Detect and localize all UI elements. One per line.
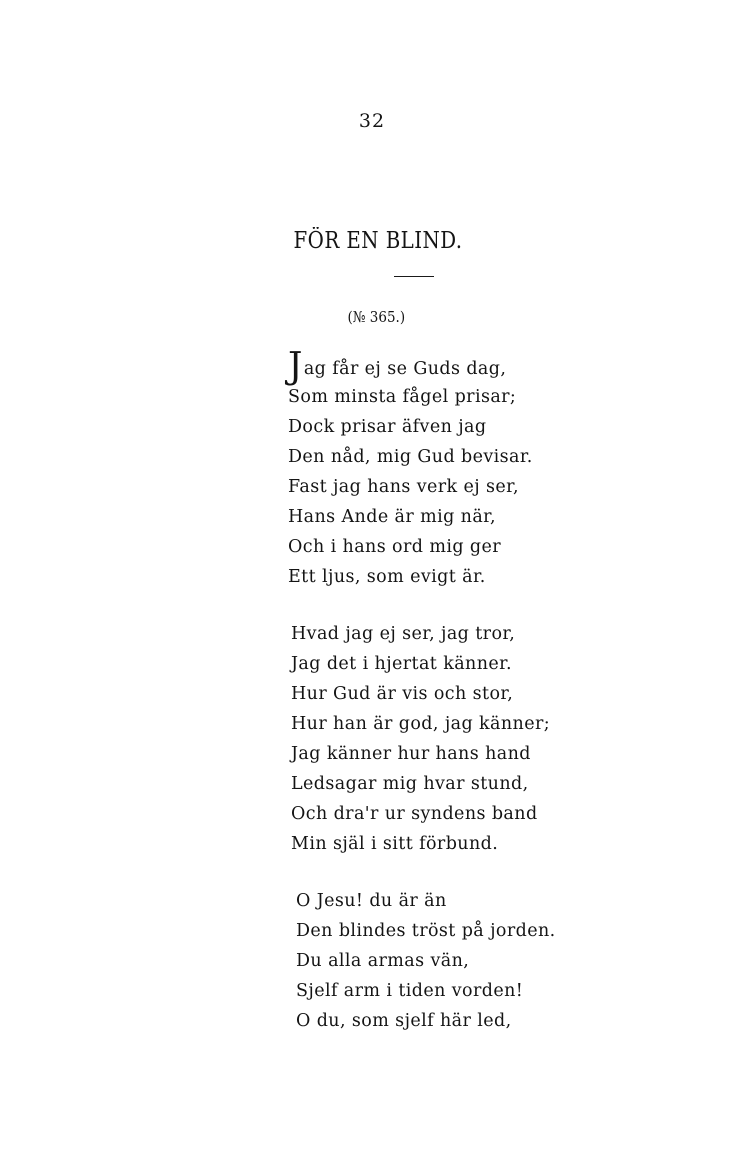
- page-number: 32: [358, 110, 386, 132]
- stanza-1: [288, 346, 533, 592]
- verse-line: Ett ljus, som evigt är.: [288, 567, 486, 587]
- verse-line-text: ag får ej se Guds dag,: [303, 359, 507, 379]
- verse-line: Min själ i sitt förbund.: [291, 834, 499, 854]
- hymn-number: (№ 365.): [347, 308, 406, 326]
- verse-line: Hvad jag ej ser, jag tror,: [291, 624, 516, 644]
- verse-line: Den nåd, mig Gud bevisar.: [288, 447, 533, 467]
- verse-line: Som minsta fågel prisar;: [288, 387, 517, 407]
- verse-line: Du alla armas vän,: [296, 951, 470, 971]
- verse-line: O du, som sjelf här led,: [296, 1011, 512, 1031]
- verse-line: [288, 346, 533, 387]
- verse-line: Jag känner hur hans hand: [291, 744, 531, 764]
- verse-line: Hur Gud är vis och stor,: [291, 684, 514, 704]
- verse-line: Hans Ande är mig när,: [288, 507, 496, 527]
- verse-line: O Jesu! du är än: [296, 891, 447, 911]
- verse-line: Den blindes tröst på jorden.: [296, 921, 556, 941]
- verse-line: Dock prisar äfven jag: [288, 417, 487, 437]
- verse-line: Fast jag hans verk ej ser,: [288, 477, 519, 497]
- poem-title: FÖR EN BLIND.: [293, 228, 463, 254]
- drop-cap: J: [288, 346, 303, 387]
- verse-line: Jag det i hjertat känner.: [291, 654, 512, 674]
- title-divider: [394, 276, 434, 277]
- verse-line: Hur han är god, jag känner;: [291, 714, 551, 734]
- verse-line: Och dra'r ur syndens band: [291, 804, 538, 824]
- verse-line: Och i hans ord mig ger: [288, 537, 502, 557]
- verse-line: Sjelf arm i tiden vorden!: [296, 981, 524, 1001]
- stanza-3: [296, 886, 556, 1036]
- stanza-2: [291, 619, 550, 859]
- verse-line: Ledsagar mig hvar stund,: [291, 774, 529, 794]
